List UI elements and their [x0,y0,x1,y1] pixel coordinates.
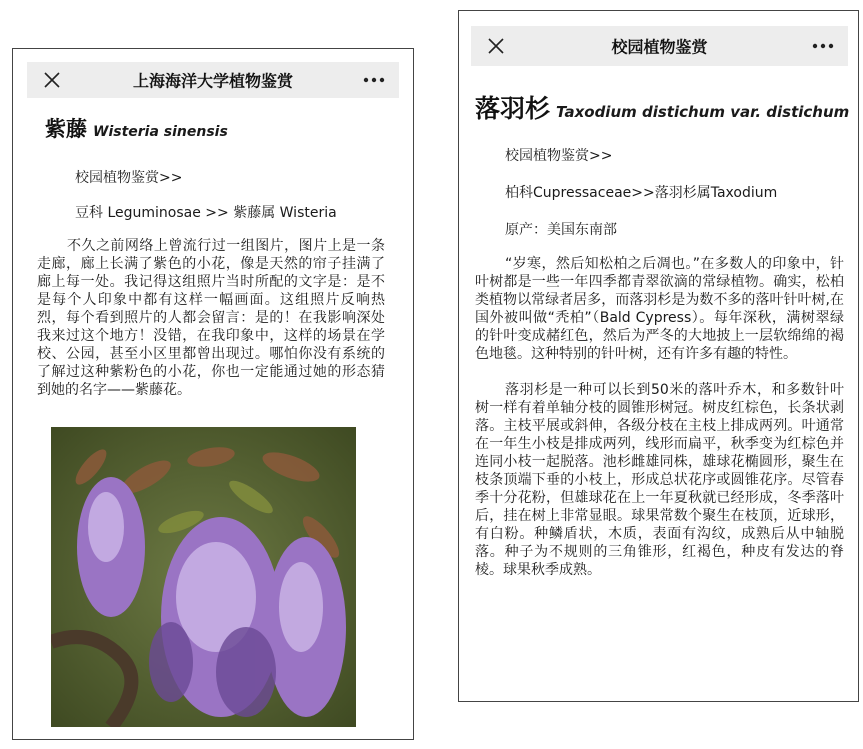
taxonomy-line: 豆科 Leguminosae >> 紫藤属 Wisteria [75,205,337,221]
article-body [475,89,850,579]
intro-paragraph: 不久之前网络上曾流行过一组图片，图片上是一条走廊，廊上长满了紫色的小花，像是天然的帘子挂满了廊上每一处。我记得这组照片当时所配的文字是：是不是每个人印象中都有这样一幅画面。这组照片反响热烈，每个看到照片的人都会留言：是的！在我影响深处我来过这个地方！没错，在我印象中，这样的场景在学校、公园，甚至小区里都曾出现过。哪怕你没有系统的了解过这种紫粉色的小花，你也一定能通过她的形态猜到她的名字——紫藤花。 [37,238,385,398]
right-phone-screen [458,10,859,702]
page-title: 校园植物鉴赏 [611,37,708,57]
wisteria-image [51,427,356,727]
more-icon [363,77,385,83]
breadcrumb[interactable]: 校园植物鉴赏>> [505,148,613,164]
page-title: 上海海洋大学植物鉴赏 [132,71,293,91]
wisteria-photo [51,427,356,727]
more-button[interactable] [363,77,385,83]
title-latin: Wisteria sinensis [93,124,228,140]
taxonomy-line: 柏科Cupressaceae>>落羽杉属Taxodium [505,185,778,201]
description-paragraph: 落羽杉是一种可以长到50米的落叶乔木，和多数针叶树一样有着单轴分枝的圆锥形树冠。树皮红棕色，长条状剥落。主枝平展或斜伸，各级分枝在主枝上排成两列。叶通常在一年生小枝是排成两列，线形而扁平，秋季变为红棕色并连同小枝一起脱落。池杉雌雄同株，雄球花椭圆形，聚生在枝条顶端下垂的小枝上，形成总状花序或圆锥花序。尽管春季十分花粉，但雄球花在上一年夏秋就已经形成，冬季落叶后，挂在树上非常显眼。球果常数个聚生在枝顶，近球形，有白粉。种鳞盾状，木质，表面有沟纹，成熟后从中轴脱落。种子为不规则的三角锥形，红褐色，种皮有发达的脊棱。球果秋季成熟。 [475,382,844,578]
more-button[interactable] [812,43,834,49]
left-phone-screen [12,48,414,740]
nav-bar [471,26,848,66]
title-chinese: 落羽杉 [475,94,551,123]
article-title [45,113,385,143]
article-body [37,113,385,399]
title-latin: Taxodium distichum var. distichum [556,103,850,121]
origin-line: 原产：美国东南部 [505,222,617,238]
nav-bar [27,62,399,98]
intro-paragraph: “岁寒，然后知松柏之后凋也。”在多数人的印象中，针叶树都是一些一年四季都青翠欲滴的常绿植物。确实，松柏类植物以常绿者居多，而落羽杉是为数不多的落叶针叶树,在国外被叫做“秃柏”（Bald Cypress）。每年深秋，满树翠绿的针叶变成赭红色，然后为严冬的大地披上一层软绵绵的褐色地毯。这种特别的针叶树，还有许多有趣的特性。 [475,256,844,362]
more-icon [812,43,834,49]
title-chinese: 紫藤 [45,117,87,141]
breadcrumb[interactable]: 校园植物鉴赏>> [75,170,183,186]
article-title [475,89,850,125]
